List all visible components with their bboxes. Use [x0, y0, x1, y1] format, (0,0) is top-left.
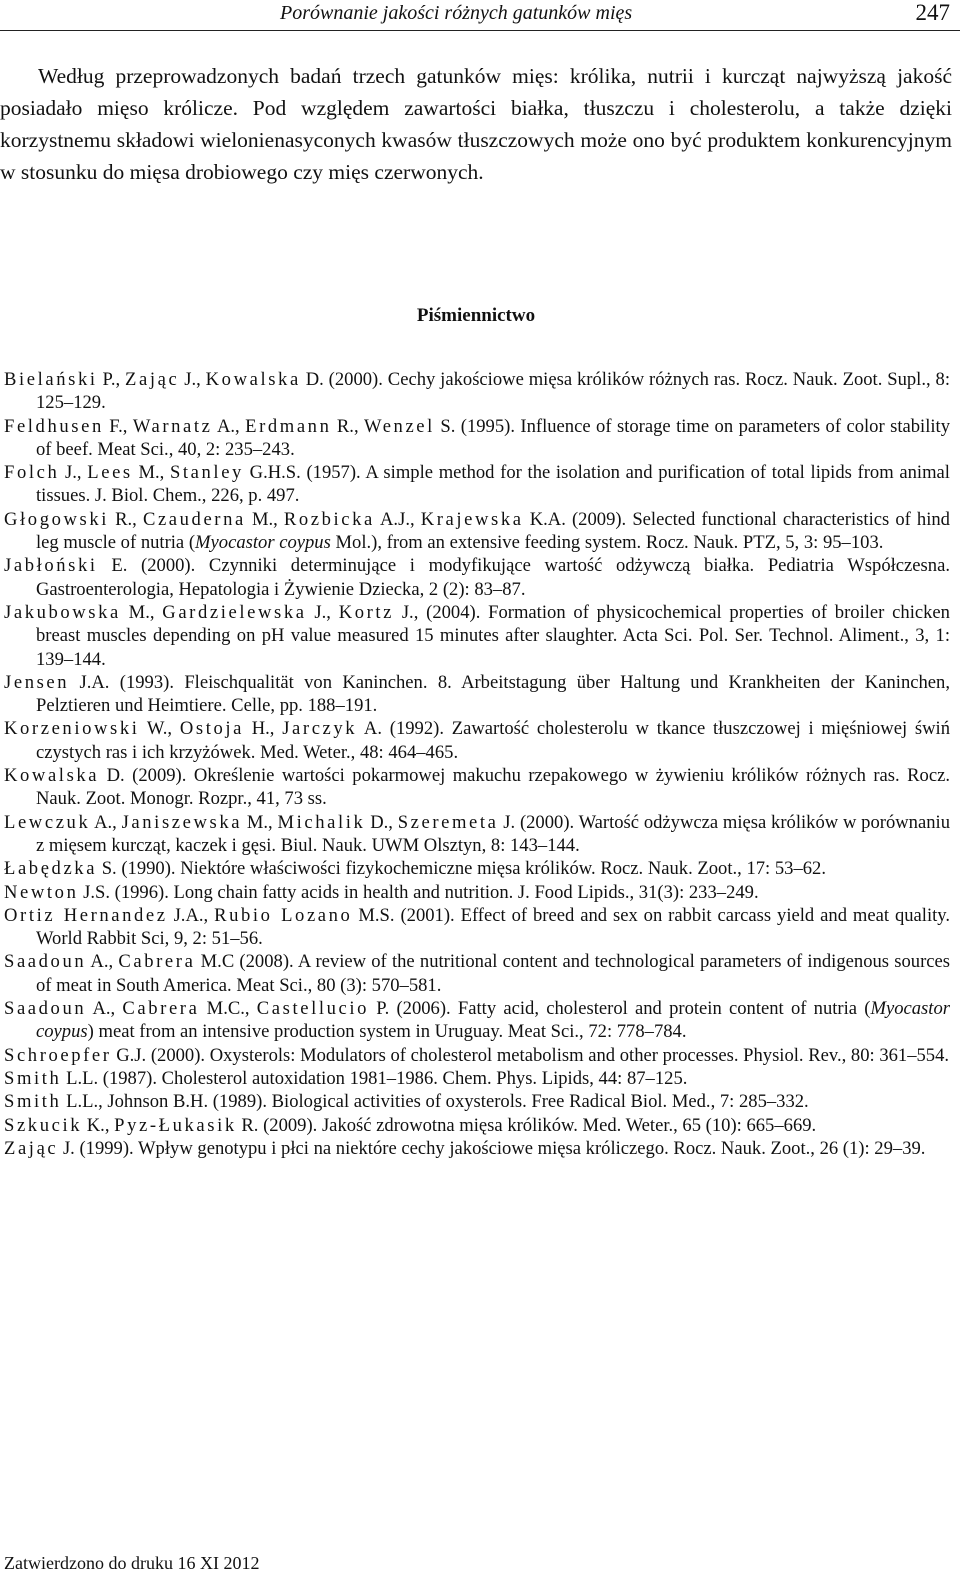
reference-item	[4, 857, 950, 880]
reference-text: S. (1990). Niektóre właściwości fizykochemiczne mięsa królików. Rocz. Nauk. Zoot., 17: 53–62.	[97, 858, 827, 880]
reference-text: K.A. (2009). Selected functional characteristics of hind leg muscle of nutria (	[36, 508, 950, 554]
reference-author: Michalik	[277, 811, 366, 833]
reference-author: Feldhusen	[4, 415, 104, 437]
reference-author: Szkucik	[4, 1114, 83, 1136]
reference-author: Bielański	[4, 369, 98, 390]
reference-author: Łabędzka	[4, 858, 98, 880]
reference-author: Krajewska	[420, 508, 524, 530]
reference-text: A.,	[212, 415, 246, 437]
reference-text: D. (2009). Określenie wartości pokarmowej makuchu rzepakowego w żywieniu królików różnych ras. Rocz. Nauk. Zoot. Monogr. Rozpr., 41, 73 ss.	[36, 765, 950, 810]
running-header	[0, 0, 960, 31]
reference-author: Gardzielewska	[162, 601, 307, 623]
reference-author: Kowalska	[4, 765, 100, 787]
reference-italic: Myocastor coypus	[36, 998, 950, 1043]
reference-text: A.,	[90, 811, 122, 833]
reference-author: Ortiz Hernandez	[4, 904, 168, 926]
reference-italic: Myocastor coypus	[195, 532, 331, 554]
reference-text: J. (1999). Wpływ genotypu i płci na niektóre cechy jakościowe mięsa króliczego. Rocz. Nauk. Zoot., 26 (1): 29–39.	[58, 1137, 926, 1159]
reference-author: Jensen	[4, 671, 70, 693]
reference-item	[4, 508, 950, 555]
reference-author: Czauderna	[142, 508, 246, 530]
reference-author: Saadoun	[4, 998, 87, 1020]
reference-text: M.S. (2001). Effect of breed and sex on rabbit carcass yield and meat quality. World Rabbit Sci, 9, 2: 51–56.	[36, 904, 951, 950]
reference-text: G.H.S. (1957). A simple method for the isolation and purification of total lipids from animal tissues. J. Biol. Chem., 226, p. 497.	[36, 462, 950, 507]
reference-text: G.J. (2000). Oxysterols: Modulators of cholesterol metabolism and other processes. Physiol. Rev., 80: 361–554.	[111, 1044, 950, 1066]
reference-item	[4, 415, 950, 462]
reference-text: A.,	[86, 951, 119, 973]
reference-author: Castellucio	[256, 998, 370, 1020]
reference-text: H.,	[243, 718, 283, 740]
reference-text: M.,	[242, 811, 278, 833]
reference-item	[4, 1090, 950, 1113]
reference-text: J.,	[306, 601, 339, 623]
reference-text: R. (2009). Jakość zdrowotna mięsa królików. Med. Weter., 65 (10): 665–669.	[236, 1114, 817, 1136]
reference-author: Stanley	[169, 462, 244, 484]
reference-text: J., (2004). Formation of physicochemical properties of broiler chicken breast muscles depending on pH value measured 15 minutes after slaughter. Acta Sci. Pol. Ser. Technol. Aliment., 3, 1: 139–144.	[36, 601, 950, 670]
reference-author: Szeremeta	[397, 811, 499, 833]
reference-item	[4, 997, 950, 1044]
reference-text: ) meat from an intensive production system in Uruguay. Meat Sci., 72: 778–784.	[87, 1021, 687, 1043]
reference-author: Wenzel	[364, 415, 435, 437]
reference-text: J.A.,	[167, 904, 215, 926]
reference-text: J.A. (1993). Fleischqualität von Kaninchen. 8. Arbeitstagung über Haltung und Krankheiten der Kaninchen, Pelztieren und Heimtiere. Celle, pp. 188–191.	[36, 671, 950, 717]
references-heading: Piśmiennictwo	[416, 305, 536, 326]
reference-item	[4, 1137, 950, 1160]
reference-author: Newton	[4, 881, 79, 903]
reference-text: L.L. (1987). Cholesterol autoxidation 1981–1986. Chem. Phys. Lipids, 44: 87–125.	[61, 1067, 688, 1089]
reference-author: Pyz-Łukasik	[114, 1114, 237, 1136]
reference-item	[4, 461, 950, 508]
reference-text: L.L., Johnson B.H. (1989). Biological activities of oxysterols. Free Radical Biol. Med., 7: 285–332.	[61, 1091, 809, 1113]
reference-author: Kowalska	[205, 369, 301, 390]
reference-item	[4, 1044, 950, 1067]
reference-text: R.,	[331, 415, 365, 437]
reference-author: Ostoja	[179, 718, 244, 740]
reference-text: K.,	[82, 1114, 115, 1136]
reference-text: S. (1995). Influence of storage time on parameters of color stability of beef. Meat Sci., 40, 2: 235–243.	[36, 415, 951, 460]
reference-text: M.,	[120, 601, 163, 623]
reference-author: Jabłoński	[4, 555, 98, 577]
reference-text: D.,	[365, 811, 398, 833]
reference-text: A.,	[86, 998, 123, 1020]
reference-item	[4, 717, 950, 764]
reference-text: D. (2000). Cechy jakościowe mięsa królików różnych ras. Rocz. Nauk. Zoot. Supl., 8: 125–129.	[36, 369, 950, 414]
reference-author: Lewczuk	[4, 811, 91, 833]
reference-text: P.,	[97, 369, 126, 390]
reference-item	[4, 764, 950, 811]
reference-author: Janiszewska	[121, 811, 243, 833]
reference-text: J.,	[59, 462, 88, 484]
reference-item	[4, 601, 950, 671]
reference-author: Schroepfer	[4, 1044, 112, 1066]
reference-item	[4, 904, 950, 951]
reference-author: Rubio Lozano	[214, 904, 353, 926]
reference-author: Zając	[125, 369, 180, 390]
reference-author: Rozbicka	[283, 508, 375, 530]
conclusion-paragraph: Według przeprowadzonych badań trzech gatunków mięs: królika, nutrii i kurcząt najwyższą jakość posiadało mięso królicze. Pod względem zawartości białka, tłuszczu i cholesterolu, a także dzięki korzystnemu składowi wielonienasyconych kwasów tłuszczowych może ono być produktem konkurencyjnym w stosunku do mięsa drobiowego czy mięs czerwonych.	[0, 64, 952, 184]
reference-item	[4, 1067, 950, 1090]
reference-item	[4, 368, 950, 415]
reference-author: Głogowski	[4, 508, 110, 530]
reference-item	[4, 1114, 950, 1137]
reference-item	[4, 811, 950, 858]
reference-text: J. (2000). Wartość odżywcza mięsa królików w porównaniu z mięsem kurcząt, kaczek i gęsi. Biul. Nauk. UWM Olsztyn, 8: 143–144.	[36, 811, 950, 856]
reference-text: M.,	[132, 462, 170, 484]
reference-text: F.,	[103, 415, 133, 437]
reference-author: Lees	[87, 462, 133, 484]
reference-author: Smith	[4, 1067, 62, 1089]
page-number: 247	[915, 0, 950, 25]
reference-author: Kortz	[338, 601, 395, 623]
reference-author: Jakubowska	[4, 601, 121, 623]
reference-text: M.C.,	[199, 998, 257, 1020]
reference-text: P. (2006). Fatty acid, cholesterol and protein content of nutria (	[369, 998, 871, 1020]
reference-text: J.S. (1996). Long chain fatty acids in health and nutrition. J. Food Lipids., 31(3): 233–249.	[78, 881, 759, 903]
reference-author: Saadoun	[4, 951, 87, 973]
reference-text: R.,	[109, 508, 143, 530]
reference-text: W.,	[139, 718, 180, 740]
reference-author: Cabrera	[118, 951, 196, 973]
reference-author: Erdmann	[245, 415, 332, 437]
reference-item	[4, 671, 950, 718]
reference-item	[4, 950, 950, 997]
running-title: Porównanie jakości różnych gatunków mięs	[280, 2, 633, 24]
reference-text: Mol.), from an extensive feeding system. Rocz. Nauk. PTZ, 5, 3: 95–103.	[330, 532, 884, 554]
reference-author: Zając	[4, 1137, 59, 1159]
reference-text: E. (2000). Czynniki determinujące i modyfikujące wartość odżywczą białka. Pediatria Współczesna. Gastroenterologia, Hepatologia i Żywienie Dziecka, 2 (2): 83–87.	[36, 555, 950, 600]
reference-author: Warnatz	[132, 415, 213, 437]
references-list	[4, 368, 950, 1160]
reference-item	[4, 881, 950, 904]
reference-item	[4, 554, 950, 601]
reference-author: Folch	[4, 462, 60, 484]
reference-text: M.C (2008). A review of the nutritional content and technological parameters of indigenous sources of meat in South America. Meat Sci., 80 (3): 570–581.	[36, 951, 951, 996]
reference-author: Cabrera	[122, 998, 200, 1020]
reference-text: M.,	[245, 508, 284, 530]
reference-text: A. (1992). Zawartość cholesterolu w tkance tłuszczowej i mięśniowej świń czystych ras i ich krzyżówek. Med. Weter., 48: 464–465.	[36, 718, 950, 763]
reference-text: J.,	[179, 369, 206, 390]
reference-text: A.J.,	[374, 508, 421, 530]
reference-author: Jarczyk	[282, 718, 358, 740]
reference-author: Smith	[4, 1091, 62, 1113]
reference-author: Korzeniowski	[4, 718, 140, 740]
approval-note: Zatwierdzono do druku 16 XI 2012	[4, 1553, 260, 1573]
